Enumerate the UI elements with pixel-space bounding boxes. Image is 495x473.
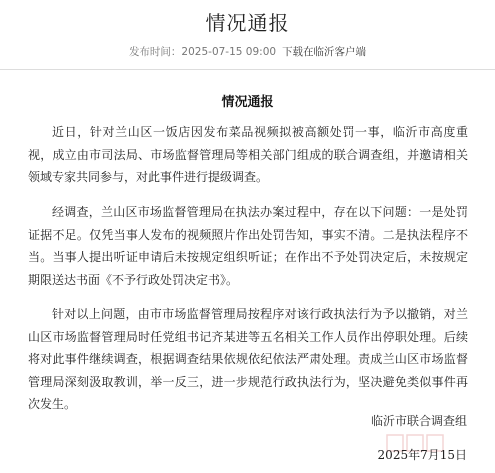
article-paragraph-1: 近日，针对兰山区一饭店因发布菜品视频拟被高额处罚一事，临沂市高度重视，成立由市司法局、市场监督管理局等相关部门组成的联合调查组，并邀请相关领域专家共同参与，对此事件进行提级调查。 [28, 125, 468, 184]
signature-date: 2025年7月15日 [377, 448, 467, 462]
article-meta [0, 44, 495, 60]
article-paragraph-2: 经调查，兰山区市场监督管理局在执法办案过程中，存在以下问题：一是处罚证据不足。仅凭当事人发布的视频照片作出处罚告知，事实不清。二是执法程序不当。当事人提出听证申请后未按规定组织听证；在作出不予处罚决定后，未按规定期限送达书面《不予行政处罚决定书》。 [28, 205, 468, 287]
signature-organization: 临沂市联合调查组 [370, 414, 467, 428]
article-paragraph-3: 针对以上问题，由市市场监督管理局按程序对该行政执法行为予以撤销，对兰山区市场监督管理局时任党组书记齐某进等五名相关工作人员作出停职处理。后续将对此事件继续调查，根据调查结果依规依纪依法严肃处理。责成兰山区市场监督管理局深刻汲取教训，举一反三，进一步规范行政执法行为，坚决避免类似事件再次发生。 [28, 307, 468, 411]
publish-time: 发布时间：2025-07-15 09:00 [128, 46, 277, 58]
header-divider [0, 69, 495, 70]
page-title: 情况通报 [205, 11, 290, 35]
download-app-link[interactable]: 下载在临沂客户端 [282, 46, 367, 58]
document-heading: 情况通报 [221, 95, 274, 110]
